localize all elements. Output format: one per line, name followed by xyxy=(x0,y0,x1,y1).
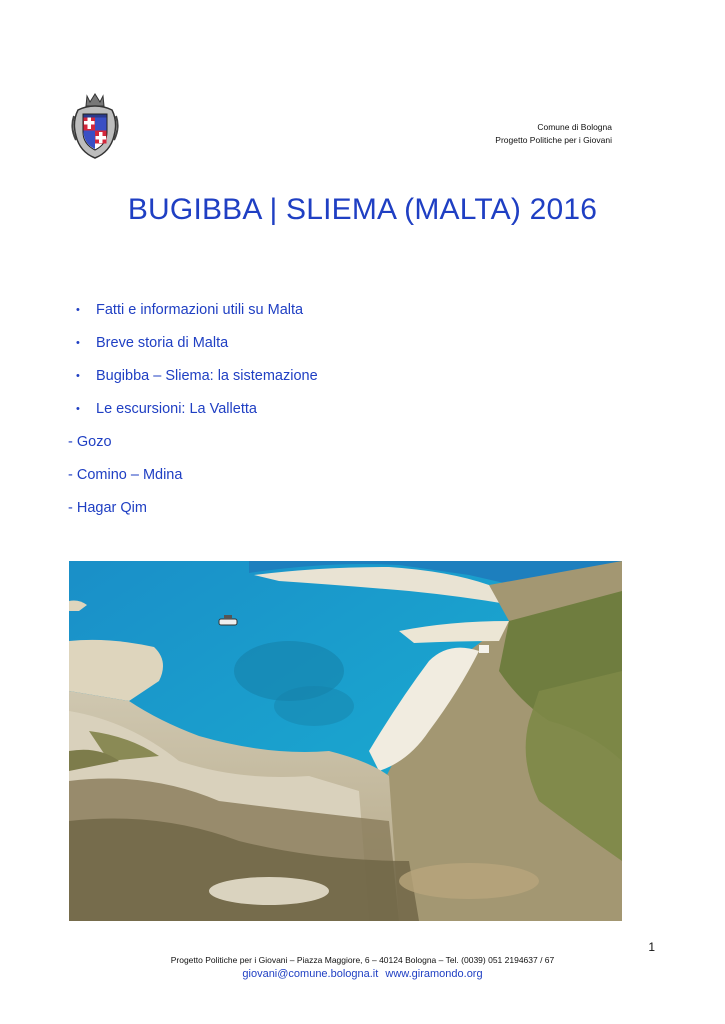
toc-item-label: Breve storia di Malta xyxy=(96,335,229,351)
table-of-contents xyxy=(68,296,318,527)
organization-header xyxy=(495,121,612,147)
website-link[interactable]: www.giramondo.org xyxy=(385,968,483,980)
toc-item-label: Le escursioni: La Valletta xyxy=(96,401,257,417)
coat-of-arms-logo xyxy=(70,92,120,162)
toc-item xyxy=(68,296,318,329)
bullet-dot-icon: • xyxy=(76,370,80,382)
toc-item xyxy=(68,362,318,395)
toc-item-label: Fatti e informazioni utili su Malta xyxy=(96,302,304,318)
org-name: Comune di Bologna xyxy=(537,122,612,132)
toc-item xyxy=(68,329,318,362)
toc-item xyxy=(68,395,318,428)
malta-bay-photo xyxy=(69,561,622,921)
email-link[interactable]: giovani@comune.bologna.it xyxy=(242,968,379,980)
toc-subitem xyxy=(68,428,318,461)
footer-address: Progetto Politiche per i Giovani – Piazza Maggiore, 6 – 40124 Bologna – Tel. (0039) 051 2194637 / 67 xyxy=(170,955,555,965)
bullet-dot-icon: • xyxy=(76,337,80,349)
footer-links xyxy=(0,968,725,980)
page-title: BUGIBBA | SLIEMA (MALTA) 2016 xyxy=(127,193,598,226)
page-number: 1 xyxy=(648,940,655,954)
toc-item-label: Bugibba – Sliema: la sistemazione xyxy=(96,368,318,384)
toc-subitem xyxy=(68,494,318,527)
bullet-dot-icon: • xyxy=(76,403,80,415)
toc-subitem xyxy=(68,461,318,494)
toc-subitem-label: - Comino – Mdina xyxy=(68,467,183,483)
toc-subitem-label: - Hagar Qim xyxy=(68,500,147,516)
bullet-dot-icon: • xyxy=(76,304,80,316)
toc-subitem-label: - Gozo xyxy=(68,434,112,450)
org-project: Progetto Politiche per i Giovani xyxy=(495,135,612,145)
